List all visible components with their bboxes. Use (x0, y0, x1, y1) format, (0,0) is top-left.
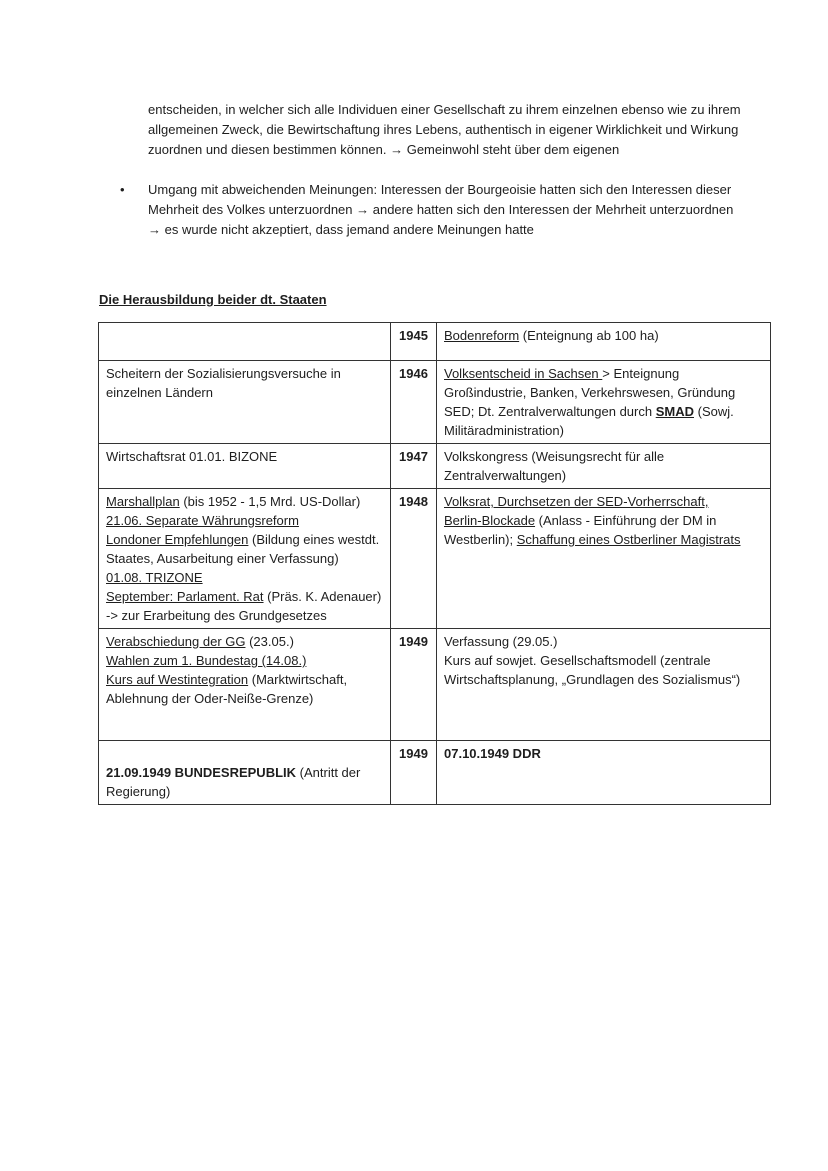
event-link: Verabschiedung der GG (106, 634, 246, 649)
event-link: Bodenreform (444, 328, 520, 343)
event-text: Scheitern der Sozialisierungsversuche in einzelnen Ländern (106, 366, 341, 400)
event-text: (23.05.) (245, 634, 294, 649)
table-row (99, 629, 771, 741)
event-text: (bis 1952 - 1,5 Mrd. US-Dollar) (179, 494, 361, 509)
west-cell (99, 361, 391, 444)
event-link: Wahlen zum 1. Bundestag (14.08.) (106, 653, 307, 668)
bullet-dot: • (120, 182, 125, 197)
table-row (99, 323, 771, 361)
event-link: Marshallplan (106, 494, 180, 509)
year-cell: 1949 (391, 741, 437, 805)
event-link: Londoner Empfehlungen (106, 532, 249, 547)
event-text: (Bildung eines westdt. Staates, Ausarbeitung einer Verfassung) (106, 532, 380, 566)
event-link: Volksentscheid in Sachsen (444, 366, 603, 381)
east-cell (437, 323, 771, 361)
event-text: (Anlass - Einführung der DM in Westberlin); (444, 513, 717, 547)
west-cell (99, 489, 391, 629)
year-cell: 1947 (391, 444, 437, 489)
event-link: Kurs auf Westintegration (106, 672, 249, 687)
table-row (99, 444, 771, 489)
intro-paragraph: entscheiden, in welcher sich alle Individuen einer Gesellschaft zu ihrem einzelnen ebenso wie zu ihrem allgemeinen Zweck, die Bewirtschaftung ihres Lebens, authentisch in eigener Wirklichkeit und Wirkung zuordnen und diesen bestimmen können. → Gemeinwohl steht über dem eigenen (148, 102, 741, 157)
event-text: Verfassung (29.05.) (444, 634, 558, 649)
west-cell (99, 741, 391, 805)
event-text: (Antritt der Regierung) (106, 765, 361, 799)
table-row (99, 489, 771, 629)
event-text: Wirtschaftsrat 01.01. BIZONE (106, 449, 278, 464)
east-cell (437, 741, 771, 805)
west-cell (99, 444, 391, 489)
event-text: > Enteignung Großindustrie, Banken, Verkehrswesen, Gründung SED; Dt. Zentralverwaltungen durch (444, 366, 736, 419)
east-cell (437, 361, 771, 444)
event-text: (Sowj. Militäradministration) (444, 404, 734, 438)
west-cell (99, 629, 391, 741)
event-text: (Enteignung ab 100 ha) (519, 328, 659, 343)
event-text: (Marktwirtschaft, Ablehnung der Oder-Neiße-Grenze) (106, 672, 348, 706)
east-cell (437, 444, 771, 489)
section-heading: Die Herausbildung beider dt. Staaten (99, 292, 327, 307)
year-cell: 1946 (391, 361, 437, 444)
event-link: 21.06. Separate Währungsreform (106, 513, 299, 528)
east-cell (437, 489, 771, 629)
table-row (99, 361, 771, 444)
west-cell (99, 323, 391, 361)
year-cell: 1945 (391, 323, 437, 361)
table-row (99, 741, 771, 805)
year-cell: 1948 (391, 489, 437, 629)
event-text: Kurs auf sowjet. Gesellschaftsmodell (zentrale Wirtschaftsplanung, „Grundlagen des Sozialismus“) (444, 653, 741, 687)
bullet-text: Umgang mit abweichenden Meinungen: Interessen der Bourgeoisie hatten sich den Interessen dieser Mehrheit des Volkes unterzuordnen → andere hatten sich den Interessen der Mehrheit unterzuordnen → es wurde nicht akzeptiert, dass jemand andere Meinungen hatte (148, 182, 734, 237)
event-link: SMAD (655, 404, 694, 419)
event-text: 21.09.1949 BUNDESREPUBLIK (106, 765, 297, 780)
event-link: 01.08. TRIZONE (106, 570, 203, 585)
event-link: Schaffung eines Ostberliner Magistrats (516, 532, 741, 547)
timeline-table (98, 322, 771, 805)
event-link: September: Parlament. Rat (106, 589, 264, 604)
event-text: (Präs. K. Adenauer) -> zur Erarbeitung des Grundgesetzes (106, 589, 382, 623)
event-link: Berlin-Blockade (444, 513, 536, 528)
east-cell (437, 629, 771, 741)
event-text: Volkskongress (Weisungsrecht für alle Zentralverwaltungen) (444, 449, 665, 483)
event-text: 07.10.1949 DDR (444, 746, 541, 761)
year-cell: 1949 (391, 629, 437, 741)
event-link: Volksrat, Durchsetzen der SED-Vorherrschaft, (444, 494, 709, 509)
